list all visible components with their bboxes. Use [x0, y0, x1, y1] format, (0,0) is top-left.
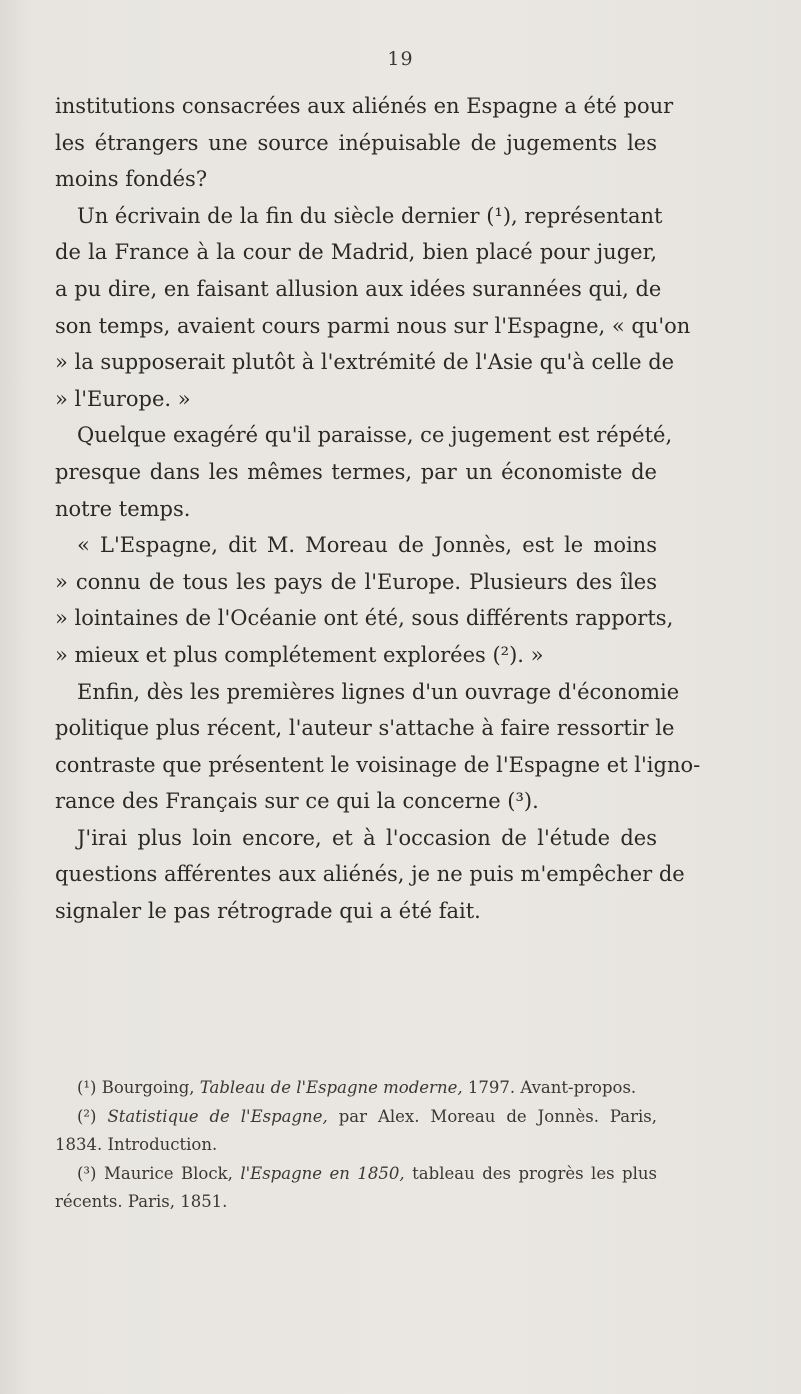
text-line: moins fondés? — [55, 167, 208, 192]
footnote-rest: tableau des progrès les plus — [412, 1163, 657, 1183]
text-line: les étrangers une source inépuisable de jugements les — [55, 130, 657, 155]
body-text — [55, 88, 701, 930]
footnote-mark: (¹) — [77, 1078, 97, 1097]
footnote-title: l'Espagne en 1850, — [240, 1163, 405, 1183]
text-line: questions afférentes aux aliénés, je ne puis m'empêcher de — [55, 862, 685, 887]
footnote-2 — [55, 1103, 657, 1132]
footnote-1 — [55, 1074, 657, 1103]
text-line: » l'Europe. » — [55, 386, 191, 411]
footnote-2-continued: 1834. Introduction. — [55, 1135, 218, 1154]
text-line: J'irai plus loin encore, et à l'occasion de l'étude des — [77, 825, 657, 850]
text-line: Quelque exagéré qu'il paraisse, ce jugement est répété, — [77, 423, 673, 448]
text-line: a pu dire, en faisant allusion aux idées surannées qui, de — [55, 276, 662, 301]
footnote-mark: (²) — [77, 1106, 97, 1126]
text-line: Enfin, dès les premières lignes d'un ouvrage d'économie — [77, 679, 680, 704]
footnote-mark: (³) — [77, 1163, 97, 1183]
text-line: presque dans les mêmes termes, par un économiste de — [55, 459, 657, 484]
text-line: institutions consacrées aux aliénés en Espagne a été pour — [55, 94, 674, 118]
text-line: « L'Espagne, dit M. Moreau de Jonnès, est le moins — [77, 533, 657, 558]
text-line: » lointaines de l'Océanie ont été, sous différents rapports, — [55, 606, 674, 631]
text-line: contraste que présentent le voisinage de l'Espagne et l'igno- — [55, 752, 701, 777]
text-line: » la supposerait plutôt à l'extrémité de l'Asie qu'à celle de — [55, 350, 675, 375]
text-line: » connu de tous les pays de l'Europe. Plusieurs des îles — [55, 569, 657, 594]
footnote-author: Bourgoing, — [101, 1078, 195, 1097]
text-line: son temps, avaient cours parmi nous sur l'Espagne, « qu'on — [55, 313, 691, 338]
text-line: rance des Français sur ce qui la concerne (³). — [55, 789, 539, 814]
page-number: 19 — [387, 48, 414, 70]
footnote-rest: 1797. Avant-propos. — [467, 1078, 637, 1097]
footnote-rest: par Alex. Moreau de Jonnès. Paris, — [338, 1106, 657, 1126]
footnote-3-continued: récents. Paris, 1851. — [55, 1192, 228, 1211]
footnote-title: Statistique de l'Espagne, — [107, 1106, 328, 1126]
text-line: signaler le pas rétrograde qui a été fait. — [55, 899, 481, 924]
text-line: de la France à la cour de Madrid, bien placé pour juger, — [55, 240, 657, 265]
footnote-author: Maurice Block, — [104, 1163, 233, 1183]
text-line: notre temps. — [55, 496, 191, 521]
text-line: » mieux et plus complétement explorées (²). » — [55, 642, 544, 667]
text-line: politique plus récent, l'auteur s'attache à faire ressortir le — [55, 716, 675, 741]
footnote-3 — [55, 1160, 657, 1189]
footnote-title: Tableau de l'Espagne moderne, — [199, 1078, 463, 1097]
footnotes — [55, 1074, 657, 1217]
text-line: Un écrivain de la fin du siècle dernier (¹), représentant — [77, 203, 663, 228]
